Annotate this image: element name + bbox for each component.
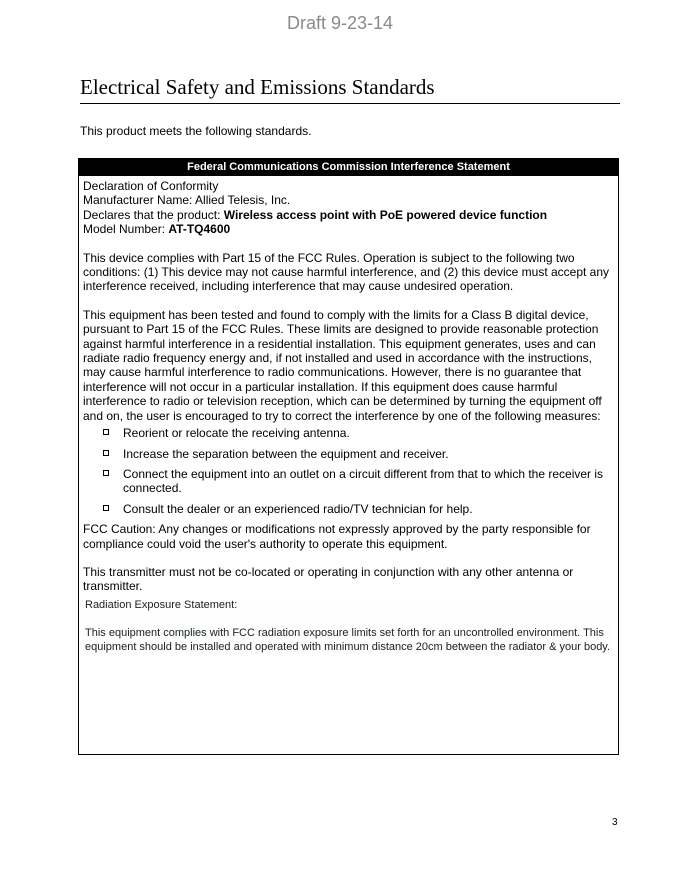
- measure-text: Connect the equipment into an outlet on a circuit different from that to which the receiver is connected.: [123, 466, 604, 496]
- list-item: [83, 426, 612, 440]
- measure-text: Reorient or relocate the receiving antenna.: [123, 426, 350, 441]
- list-item: [83, 447, 612, 461]
- measures-list: [83, 426, 612, 516]
- section-heading: Electrical Safety and Emissions Standards: [80, 75, 620, 104]
- fcc-statement-box: [78, 158, 619, 755]
- radiation-text: This equipment complies with FCC radiation exposure limits set forth for an uncontrolled environment. This equipment should be installed and operated with minimum distance 20cm between the radiator & your body.: [85, 626, 611, 653]
- fcc-statement-body: [79, 176, 618, 654]
- radiation-title: Radiation Exposure Statement:: [85, 598, 238, 611]
- checkbox-bullet-icon: [103, 470, 109, 476]
- product-line: [83, 208, 612, 222]
- draft-label: Draft 9-23-14: [286, 13, 394, 33]
- model-number: AT-TQ4600: [168, 222, 231, 237]
- intro-text: This product meets the following standards.: [80, 124, 312, 138]
- list-item: [83, 502, 612, 516]
- radiation-exposure-section: [83, 598, 612, 654]
- checkbox-bullet-icon: [103, 429, 109, 435]
- classb-paragraph: This equipment has been tested and found to comply with the limits for a Class B digital device, pursuant to Part 15 of the FCC Rules. These limits are designed to provide reasonable protection against harmful interference in a residential installation. This equipment generates, uses and can radiate radio frequency energy and, if not installed and used in accordance with the instructions, may cause harmful interference to radio communications. However, there is no guarantee that interference will not occur in a particular installation. If this equipment does cause harmful interference to radio or television reception, which can be determined by turning the equipment off and on, the user is encouraged to try to correct the interference by one of the following measures:: [83, 307, 602, 423]
- checkbox-bullet-icon: [103, 505, 109, 511]
- list-item: [83, 467, 612, 496]
- declaration-title: Declaration of Conformity: [83, 179, 219, 193]
- fcc-caution: FCC Caution: Any changes or modifications not expressly approved by the party responsible for compliance could void the user's authority to operate this equipment.: [83, 522, 591, 551]
- measure-text: Consult the dealer or an experienced radio/TV technician for help.: [123, 501, 473, 516]
- model-line: [83, 222, 612, 236]
- model-label: Model Number:: [83, 222, 169, 237]
- part15-paragraph: This device complies with Part 15 of the FCC Rules. Operation is subject to the following two conditions: (1) This device may not cause harmful interference, and (2) this device must accept any interference received, including interference that may cause undesired operation.: [83, 250, 610, 294]
- page-number: 3: [612, 817, 618, 828]
- product-name: Wireless access point with PoE powered device function: [223, 207, 548, 222]
- checkbox-bullet-icon: [103, 450, 109, 456]
- product-label: Declares that the product:: [83, 207, 224, 222]
- measure-text: Increase the separation between the equipment and receiver.: [123, 446, 449, 461]
- transmitter-notice: This transmitter must not be co-located or operating in conjunction with any other antenna or transmitter.: [83, 564, 574, 594]
- fcc-statement-header: Federal Communications Commission Interference Statement: [79, 159, 618, 176]
- manufacturer-line: Manufacturer Name: Allied Telesis, Inc.: [83, 193, 291, 208]
